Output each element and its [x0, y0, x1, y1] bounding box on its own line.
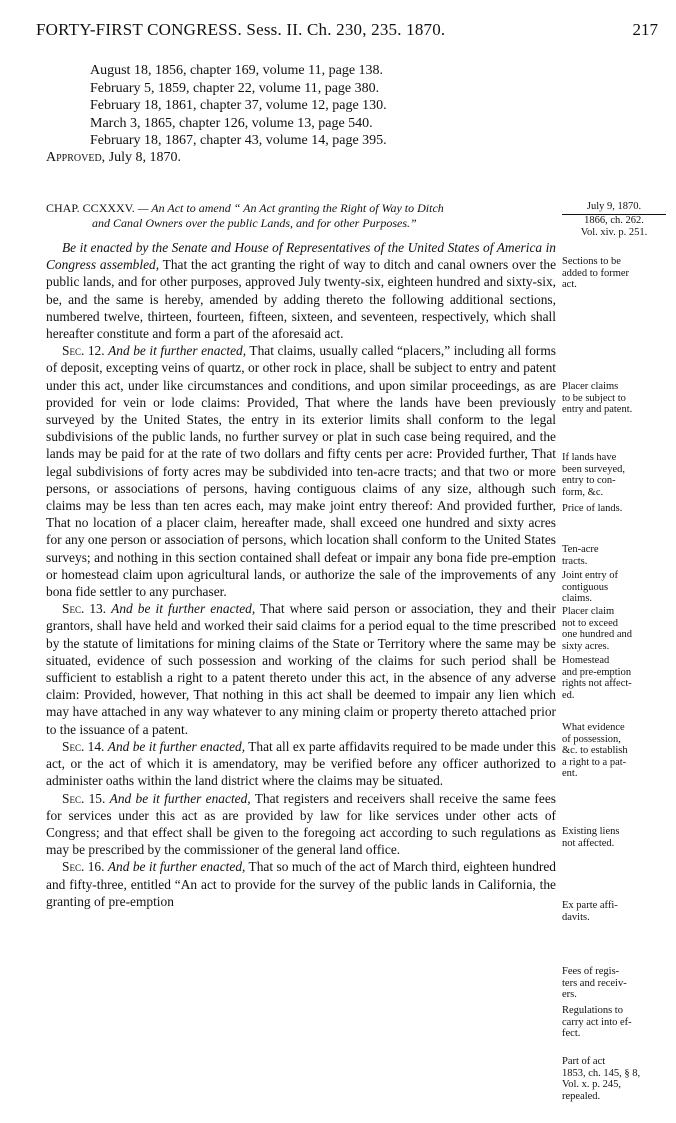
note-line: Homestead [562, 655, 610, 666]
note-line: entry to con- [562, 475, 616, 486]
section-text: That where said person or association, they and their grantors, shall have held and worked their said claims for a period equal to the time prescribed by the statute of limitations for mining claims of the State or Territory where the same may be situated, evidence of such possession and working of the claims for such period shall be sufficient to establish a right to a patent thereto under this act, in the absence of any adverse claim: Provided, however, That nothing in this act shall be deemed to impair any lien which may have attached in any way whatever to any mining claim or property thereto attached prior to the issuance of a patent. [46, 601, 556, 737]
marginal-note [562, 966, 666, 1001]
note-line: form, &c. [562, 486, 604, 498]
chapter-date-note [562, 201, 666, 239]
note-line: Regulations to [562, 1005, 623, 1016]
marginal-note [562, 655, 666, 701]
note-line: sixty acres. [562, 640, 610, 652]
marginal-note [562, 256, 666, 291]
note-line: ers. [562, 989, 577, 1000]
approved-date: July 8, 1870. [108, 150, 182, 165]
enacting-clause: And be it further enacted, [107, 738, 246, 754]
marginal-note [562, 606, 666, 652]
note-line: claims. [562, 593, 593, 604]
note-line: added to former [562, 267, 630, 279]
section-paragraph [46, 738, 556, 790]
section-paragraph [46, 790, 556, 859]
chapter-title-line: and Canal Owners over the public Lands, and for other Purposes.” [92, 216, 417, 230]
section-text: That all ex parte affidavits required to be made under this act, or the act of which it is amendatory, may be verified before any officer authorized to administer oaths within the land district where the claims may be situated. [46, 738, 556, 789]
note-line: carry act into ef- [562, 1016, 632, 1028]
note-line: Ex parte affi- [562, 900, 618, 911]
chapter-heading [46, 201, 556, 231]
marginal-note [562, 503, 666, 515]
note-line: Part of act [562, 1056, 606, 1067]
note-line: &c. to establish [562, 745, 628, 756]
note-line: repealed. [562, 1090, 601, 1102]
section-paragraph [46, 858, 556, 910]
section-paragraph [46, 342, 556, 600]
section-number: Sec. 15. [62, 790, 106, 806]
note-line: Placer claims [562, 381, 619, 392]
section-text: That the act granting the right of way to ditch and canal owners over the public lands, and for other purposes, approved July twenty-six, eighteen hundred and sixty-six, be, and the same is hereby, amended by adding thereto the following additional sections, numbered twelve, thirteen, fourteen, fifteen, sixteen, and seventeen, respectively, which shall hereafter constitute and form a part of the aforesaid act. [46, 257, 557, 342]
section-text: That so much of the act of March third, eighteen hundred and fifty-three, entitled “An act to provide for the survey of the public lands in California, the granting of pre-emption [46, 859, 556, 909]
marginal-note [562, 570, 666, 605]
page-number: 217 [632, 20, 658, 39]
approved-label: Approved, [46, 150, 106, 165]
citation-list [90, 62, 530, 150]
note-line: tracts. [562, 555, 588, 567]
approval-line [46, 150, 181, 166]
note-line: Joint entry of [562, 570, 618, 581]
note-line: fect. [562, 1028, 581, 1039]
note-line: Placer claim [562, 606, 615, 617]
chapter-ref: Vol. xiv. p. 251. [580, 227, 648, 238]
enacting-clause: And be it further enacted, [108, 343, 247, 359]
marginal-note [562, 1056, 666, 1102]
citation-line: August 18, 1856, chapter 169, volume 11, page 138. [90, 63, 384, 78]
note-line: a right to a pat- [562, 756, 627, 768]
note-line: Fees of regis- [562, 966, 620, 977]
marginal-note [562, 452, 666, 498]
note-line: act. [562, 279, 577, 290]
note-line: one hundred and [562, 629, 632, 640]
citation-line: February 18, 1861, chapter 37, volume 12, page 130. [90, 98, 387, 113]
note-line: Vol. x. p. 245, [562, 1079, 622, 1090]
note-line: What evidence [562, 722, 625, 733]
note-line: Price of lands. [562, 503, 623, 514]
marginal-note [562, 826, 666, 849]
note-line: and pre-emption [562, 666, 632, 678]
note-line: been surveyed, [562, 463, 625, 475]
marginal-note [562, 722, 666, 780]
citation-line: February 18, 1867, chapter 43, volume 14, page 395. [90, 133, 387, 148]
enacting-clause: Be it enacted by the Senate and House of Representatives of the United States of America in Congress assembled, [46, 240, 556, 273]
note-line: Existing liens [562, 826, 620, 837]
enacting-clause: And be it further enacted, [111, 601, 256, 617]
note-line: entry and patent. [562, 404, 633, 415]
chapter-label: CHAP. CCXXXV. [46, 201, 135, 215]
running-title: FORTY-FIRST CONGRESS. Sess. II. Ch. 230, 235. 1870. [36, 20, 446, 39]
note-line: of possession, [562, 733, 621, 745]
section-paragraph [46, 600, 556, 738]
note-line: Ten-acre [562, 544, 599, 555]
note-line: rights not affect- [562, 678, 632, 689]
note-line: davits. [562, 911, 590, 923]
marginal-note [562, 900, 666, 923]
chapter-ref: 1866, ch. 262. [584, 215, 644, 226]
section-text: That claims, usually called “placers,” including all forms of deposit, excepting veins of quartz, or other rock in place, shall be subject to entry and patent under this act, under like circumstances and conditions, and upon similar proceedings, as are provided for vein or lode claims: Provided, That where the lands have been previously surveyed by the United States, the entry in its exterior limits shall conform to the legal subdivisions of the public lands, no further survey or plat in such case being required, and the lands may be paid for at the rate of two dollars and fifty cents per acre: Provided further, That legal subdivisions of forty acres may be subdivided into ten-acre tracts; and that two or more persons, or associations of persons, having contiguous claims of any size, although such claims may be less than ten acres each, may make joint entry thereof: And provided further, That no location of a placer claim, hereafter made, shall exceed one hundred and sixty acres for any one person or association of persons, which location shall conform to the United States surveys; and nothing in this section contained shall defeat or impair any bona fide pre-emption or homestead claim upon agricultural lands, or authorize the sale of the improvements of any bona fide settler to any purchaser. [46, 343, 556, 600]
running-head [36, 20, 658, 44]
section-number: Sec. 13. [62, 601, 107, 617]
marginal-note [562, 1005, 666, 1040]
note-line: contiguous [562, 581, 609, 593]
marginal-note [562, 544, 666, 567]
citation-line: March 3, 1865, chapter 126, volume 13, page 540. [90, 115, 373, 131]
section-number: Sec. 14. [62, 738, 105, 754]
note-line: Sections to be [562, 256, 621, 267]
note-line: to be subject to [562, 392, 626, 404]
main-text [46, 201, 556, 910]
section-number: Sec. 16. [62, 859, 105, 875]
note-line: ent. [562, 768, 578, 779]
note-line: If lands have [562, 452, 617, 463]
section-paragraph [46, 239, 556, 342]
note-line: ters and receiv- [562, 977, 627, 989]
note-line: not affected. [562, 837, 615, 849]
enacting-clause: And be it further enacted, [107, 859, 246, 875]
chapter-date: July 9, 1870. [562, 201, 666, 215]
citation-line: February 5, 1859, chapter 22, volume 11, page 380. [90, 80, 380, 96]
enacting-clause: And be it further enacted, [109, 790, 251, 806]
note-line: not to exceed [562, 617, 618, 629]
marginal-note [562, 381, 666, 416]
section-number: Sec. 12. [62, 343, 105, 359]
note-line: 1853, ch. 145, § 8, [562, 1067, 641, 1079]
chapter-title-line: — An Act to amend “ An Act granting the Right of Way to Ditch [137, 201, 444, 215]
note-line: ed. [562, 689, 575, 701]
section-text: That registers and receivers shall receive the same fees for services under this act as are provided by law for like services under other acts of Congress; and that effect shall be given to the foregoing act according to such regulations as may be prescribed by the commissioner of the general land office. [46, 790, 556, 858]
